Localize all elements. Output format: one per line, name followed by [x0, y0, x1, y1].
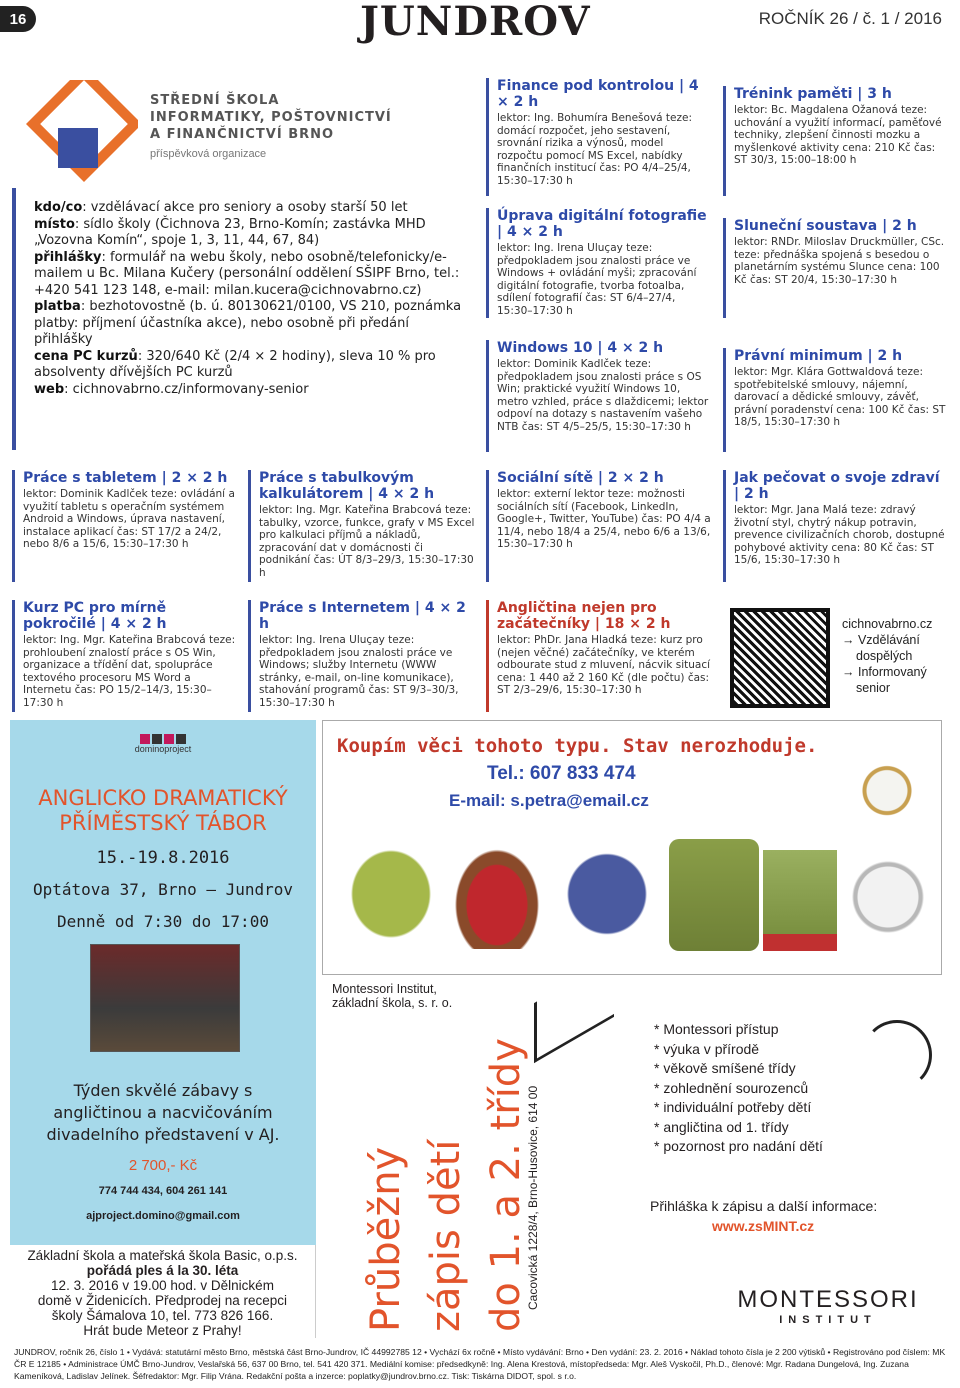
montessori-logo: MONTESSORI INSTITUT: [737, 1286, 919, 1326]
montessori-vertical-title: Průběžný zápis dětí do 1. a 2. třídy: [363, 1038, 529, 1332]
school-ad: [10, 70, 950, 715]
chandelier-photo: [841, 845, 935, 949]
tree-photo: [763, 839, 837, 951]
page-number: 16: [0, 6, 36, 32]
course-card: Práce s Internetem | 4 × 2 h lektor: Ing. Irena Uluçay teze: předpokladem jsou znalosti práce ve Windows; služby Internetu (WWW stránky, e-mail, on-line komunikace), stahování programů čas: ST 9/3–30/3, 15:30–17:30 h: [248, 600, 476, 712]
info-line: místo: sídlo školy (Čichnova 23, Brno-Komín; zastávka MHD „Vozovna Komín“, spoje 1, 3, 11, 44, 67, 84): [34, 216, 426, 248]
school-name: STŘEDNÍ ŠKOLA INFORMATIKY, POŠTOVNICTVÍ A FINANČNICTVÍ BRNO: [150, 93, 392, 142]
info-line: platba: bezhotovostně (b. ú. 80130621/0100, VS 210, poznámka platby: příjmení účastníka akce), nebo osobně při předání přihlášky: [34, 299, 462, 347]
ples-notice: Základní škola a mateřská škola Basic, o.p.s. pořádá ples á la 30. léta 12. 3. 2016 v 19.00 hod. v Dělnickém domě v Židenicích. Předprodej na recepci školy Šámalova 10, tel. 773 826 166. Hrát bude Meteor z Prahy!: [10, 1245, 316, 1338]
domino-icon: [123, 734, 203, 744]
montessori-web[interactable]: www.zsMINT.cz: [712, 1218, 815, 1234]
course-card: Práce s tabletem | 2 × 2 h lektor: Dominik Kadlček teze: ovládání a využití tabletu s operačním systémem Android a Windows, úprava nastavení, instalace aplikací čas: ST 17/2 a 24/2, nebo 8/6 a 15/6, 15:30–17:30 h: [12, 470, 237, 582]
masthead: JUNDROV: [360, 0, 591, 45]
camp-title: ANGLICKO DRAMATICKÝ PŘÍMĚSTSKÝ TÁBOR: [38, 786, 288, 835]
qr-code-icon[interactable]: [730, 608, 830, 708]
lamp-photo: [839, 729, 935, 841]
armchair-photo: [669, 839, 759, 951]
camp-photo: [90, 944, 240, 1052]
camp-dates: 15.-19.8.2016: [96, 848, 230, 868]
chair-photo: [447, 839, 547, 949]
info-line: web: cichnovabrno.cz/informovany-senior: [34, 381, 309, 397]
camp-place: Optátova 37, Brno – Jundrov: [32, 880, 294, 899]
montessori-points: * Montessori přístup * výuka v přírodě * věkově smíšené třídy * zohlednění sourozenců * individuální potřeby dětí * angličtina od 1. třídy * pozornost pro nadání dětí: [654, 1021, 823, 1154]
buy-headline: Koupím věci tohoto typu. Stav nerozhoduje.: [337, 735, 818, 757]
chair-photo: [341, 849, 441, 949]
info-line: kdo/co: vzdělávací akce pro seniory a osoby starší 50 let: [34, 200, 408, 215]
camp-email[interactable]: ajproject.domino@gmail.com: [86, 1210, 240, 1222]
buy-ad: [322, 720, 942, 975]
buy-phone: Tel.: 607 833 474: [487, 763, 636, 784]
course-card: Jak pečovat o svoje zdraví | 2 h lektor: Mgr. Jana Malá teze: zdravý životní styl, chytrý nákup potravin, prevence civilizačních chorob, dostupné pohybové aktivity cena: 80 Kč čas: ST 15/6, 15:30–17:30 h: [723, 470, 949, 582]
camp-description: Týden skvělé zábavy s angličtinou a nacvičováním divadelního představení v AJ.: [46, 1081, 280, 1144]
course-card: Právní minimum | 2 h lektor: Mgr. Klára Gottwaldová teze: spotřebitelské smlouvy, nájemní, darovací a dědické smlouvy, závěť, právní poradenství cena: 100 Kč čas: ST 18/5, 15:30–17:30 h: [723, 348, 949, 452]
montessori-arc-icon: [862, 1020, 932, 1090]
school-info: [12, 188, 462, 450]
course-card: Sluneční soustava | 2 h lektor: RNDr. Miloslav Druckmüller, CSc. teze: přednáška spojená s besedou o planetárním systému Slunce cena: 100 Kč čas: ST 20/4, 15:30–17:30 h: [723, 218, 949, 318]
issue-label: ROČNÍK 26 / č. 1 / 2016: [758, 9, 942, 28]
info-line: přihlášky: formulář na webu školy, nebo osobně/telefonicky/e-mailem u Bc. Milana Kučery (personální oddělení SŠIPF Brno, tel.: +420 541 123 148, e-mail: milan.kucera@cichnovabrno.cz): [34, 249, 460, 298]
montessori-address: Cacovická 1228/4, Brno-Husovice, 614 00: [526, 1085, 540, 1310]
buy-email[interactable]: E-mail: s.petra@email.cz: [449, 791, 649, 810]
montessori-signup: Přihláška k zápisu a další informace:: [650, 1198, 878, 1214]
school-subtitle: příspěvková organizace: [150, 148, 267, 160]
info-line: cena PC kurzů: 320/640 Kč (2/4 × 2 hodiny), sleva 10 % pro absolventy dřívějších PC kurzů: [34, 348, 436, 380]
domino-logo: dominoproject: [123, 734, 203, 764]
course-card: Úprava digitální fotografie | 4 × 2 h lektor: Ing. Irena Uluçay teze: předpokladem jsou znalosti práce ve Windows + ovládání myši; zpracování digitální fotografie, tvorba fotoalba, sdílení fotografií čas: ST 6/4–27/4, 15:30–17:30 h: [486, 208, 711, 318]
camp-phones: 774 744 434, 604 261 141: [98, 1185, 228, 1197]
course-card: Práce s tabulkovým kalkulátorem | 4 × 2 h lektor: Ing. Mgr. Kateřina Brabcová teze: tabulky, vzorce, funkce, grafy v MS Excel pro kalkulaci příjmů a nákladů, zpracování dat v domácnosti či podnikání čas: ÚT 8/3–29/3, 15:30–17:30 h: [248, 470, 476, 582]
chair-photo: [553, 839, 661, 949]
imprint: JUNDROV, ročník 26, číslo 1 • Vydává: statutární město Brno, městská část Brno-Jundrov, IČ 44992785 12 • Vychází 6x ročně • Místo vydávání: Brno • Den vydání: 23. 2. 2016 • Náklad tohoto čísla je 2 200 výtisků • Registrováno pod číslem: MK ČR E 12185 • Administrace ÚMČ Brno-Jundrov, Veslařská 56, 637 00 Brno, tel. 541 420 371. Mediální komise: předsedkyně: Ing. Alena Krestová, místopředseda: Mgr. Aleš Vyskočil, Ph.D., členové: Mgr. Radana Dungelová, Ing. Zuzana Kameníková, Ladislav Jelínek. Šéfredaktor: Mgr. Filip Vrána. Redakční pošta a inzerce: poplatky@jundrov.brno.cz. Tisk: Tiskárna DIDOT, spol. s r.o.: [14, 1347, 946, 1381]
course-card: Finance pod kontrolou | 4 × 2 h lektor: Ing. Bohumíra Benešová teze: domácí rozpočet, jeho sestavení, srovnání rizika a výnosů, model rozpočtu pomocí MS Excel, nabídky finančních institucí čas: PO 4/4–25/4, 15:30–17:30 h: [486, 78, 711, 196]
camp-hours: Denně od 7:30 do 17:00: [57, 912, 269, 931]
qr-caption: cichnovabrno.cz → Vzdělávání dospělých → Informovaný senior: [842, 617, 933, 695]
course-card: Kurz PC pro mírně pokročilé | 4 × 2 h lektor: Ing. Mgr. Kateřina Brabcová teze: prohloubení znalostí práce s OS Win, organizace a třídění dat, spolupráce textového procesoru MS Word a Internetu čas: PO 15/2–14/3, 15:30–17:30 h: [12, 600, 237, 712]
montessori-school: Montessori Institut, základní škola, s. r. o.: [332, 982, 453, 1010]
course-card: Angličtina nejen pro začátečníky | 18 × 2 h lektor: PhDr. Jana Hladká teze: kurz pro (nejen věčné) začátečníky, ve kterém odbourate stud z mluvení, nácvik situací cena: 1 440 až 2 160 Kč (dle počtu) čas: ST 2/3–29/6, 15:30–17:30 h: [486, 600, 711, 712]
camp-ad: [10, 720, 316, 1338]
montessori-ad: [322, 980, 942, 1340]
course-card: Sociální sítě | 2 × 2 h lektor: externí lektor teze: možnosti sociálních sítí (Facebook, LinkedIn, Google+, Twitter, YouTube) čas: PO 4/4 a 11/4, nebo 18/4 a 25/4, nebo 6/6 a 13/6, 15:30–17:30 h: [486, 470, 711, 582]
course-card: Trénink paměti | 3 h lektor: Bc. Magdalena Ožanová teze: uchování a využití informací, paměťové techniky, zlepšení činnosti mozku a myšlenkové aktivity cena: 210 Kč čas: ST 30/3, 15:00–18:00 h: [723, 86, 949, 196]
course-card: Windows 10 | 4 × 2 h lektor: Dominik Kadlček teze: předpokladem jsou znalosti práce s OS Win; praktické využití Windows 10, metro vzhled, práce s dlaždicemi; lektor odpoví na dotazy s nastavením vašeho NTB čas: ST 4/5–25/5, 15:30–17:30 h: [486, 340, 711, 452]
school-logo-icon: [18, 80, 138, 188]
camp-price: 2 700,- Kč: [128, 1157, 198, 1174]
